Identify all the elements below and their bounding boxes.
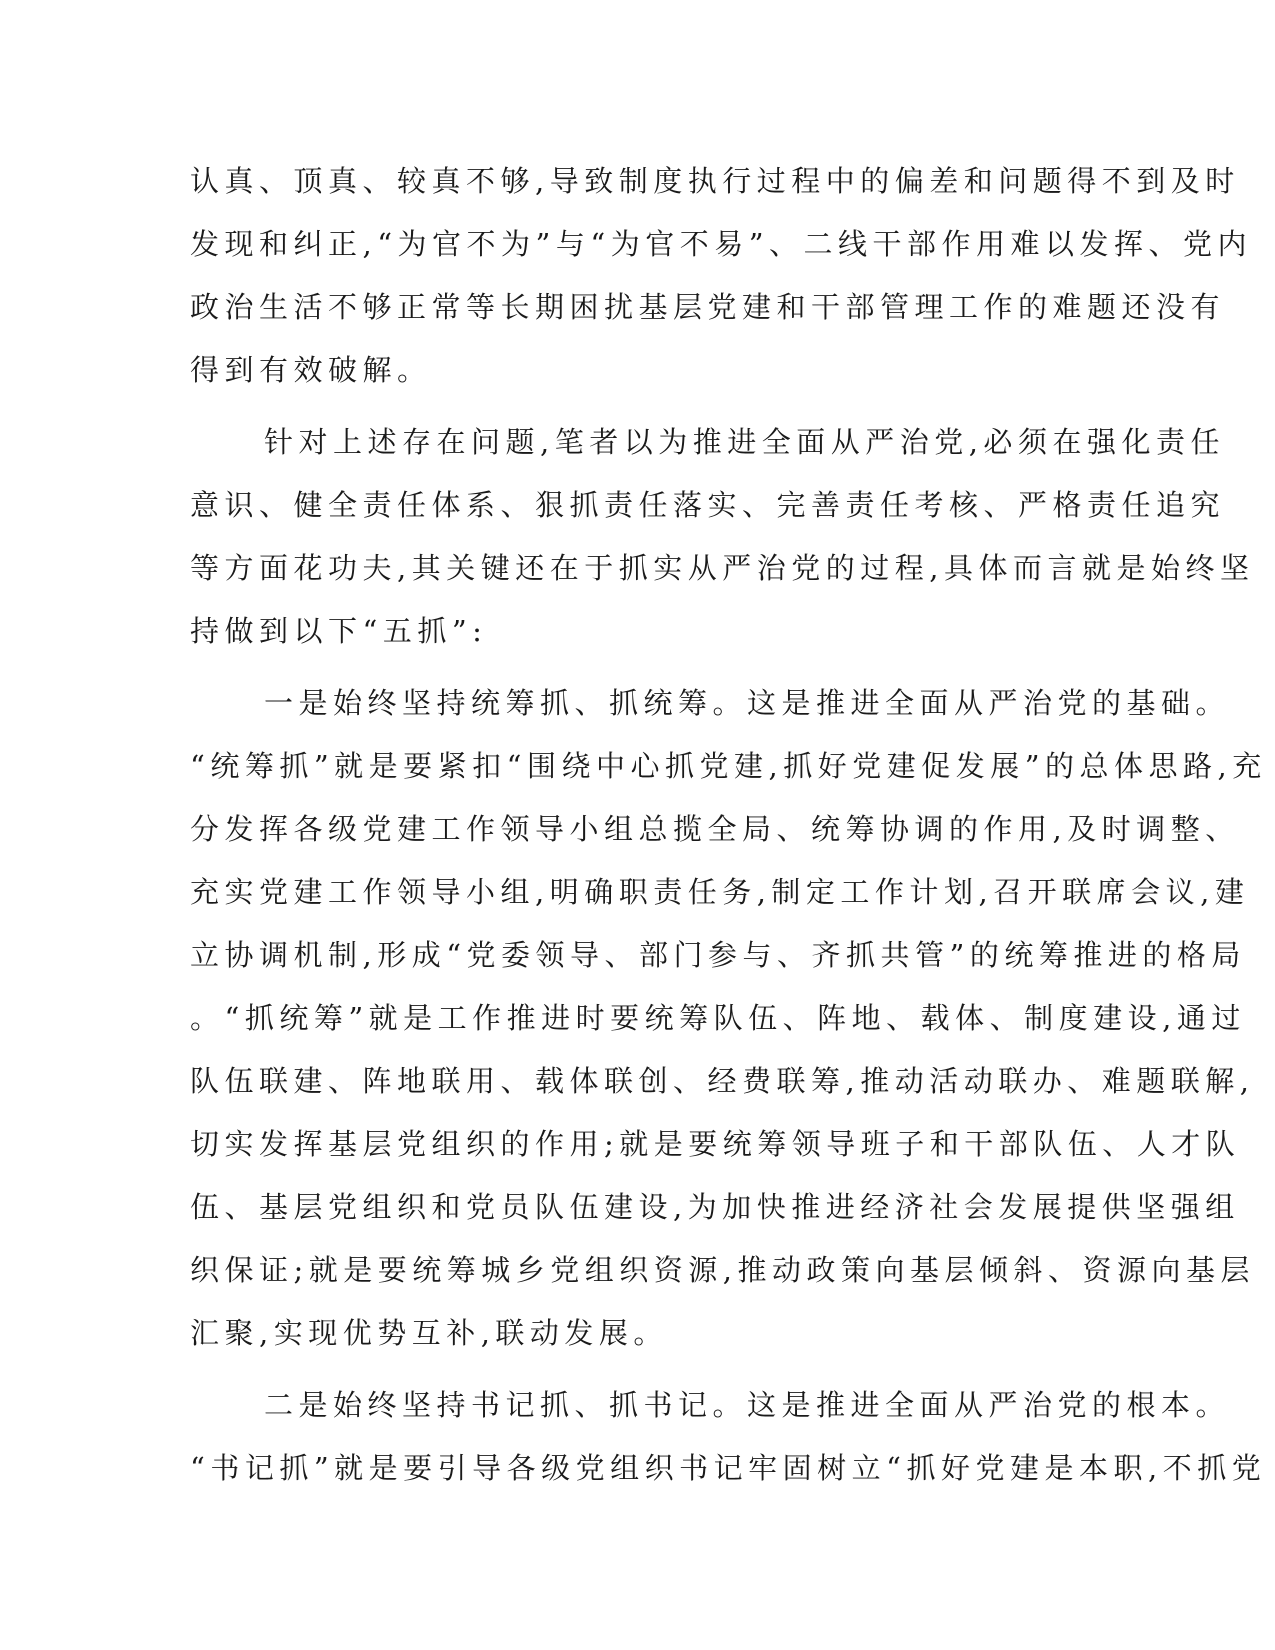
- text-line: 切实发挥基层党组织的作用;就是要统筹领导班子和干部队伍、人才队: [190, 1127, 1241, 1161]
- text-line: 立协调机制,形成“党委领导、部门参与、齐抓共管”的统筹推进的格局: [190, 938, 1246, 972]
- text-line: 汇聚,实现优势互补,联动发展。: [190, 1316, 668, 1350]
- text-line: 政治生活不够正常等长期困扰基层党建和干部管理工作的难题还没有: [190, 290, 1226, 324]
- text-line: “统筹抓”就是要紧扣“围绕中心抓党建,抓好党建促发展”的总体思路,充: [190, 749, 1267, 783]
- text-line: 发现和纠正,“为官不为”与“为官不易”、二线干部作用难以发挥、党内: [190, 227, 1253, 261]
- text-line: 认真、顶真、较真不够,导致制度执行过程中的偏差和问题得不到及时: [190, 164, 1240, 198]
- text-line: 等方面花功夫,其关键还在于抓实从严治党的过程,具体而言就是始终坚: [190, 551, 1255, 585]
- text-line: 针对上述存在问题,笔者以为推进全面从严治党,必须在强化责任: [264, 425, 1225, 459]
- text-line: 得到有效破解。: [190, 353, 432, 387]
- text-line: 伍、基层党组织和党员队伍建设,为加快推进经济社会发展提供坚强组: [190, 1190, 1240, 1224]
- text-line: 持做到以下“五抓”:: [190, 614, 488, 648]
- text-line: “书记抓”就是要引导各级党组织书记牢固树立“抓好党建是本职,不抓党: [190, 1451, 1267, 1485]
- text-line: 。“抓统筹”就是工作推进时要统筹队伍、阵地、载体、制度建设,通过: [190, 1001, 1246, 1035]
- text-line: 意识、健全责任体系、狠抓责任落实、完善责任考核、严格责任追究: [190, 488, 1226, 522]
- text-line: 分发挥各级党建工作领导小组总揽全局、统筹协调的作用,及时调整、: [190, 812, 1240, 846]
- text-line: 二是始终坚持书记抓、抓书记。这是推进全面从严治党的根本。: [264, 1388, 1231, 1422]
- text-line: 一是始终坚持统筹抓、抓统筹。这是推进全面从严治党的基础。: [264, 686, 1231, 720]
- text-line: 织保证;就是要统筹城乡党组织资源,推动政策向基层倾斜、资源向基层: [190, 1253, 1255, 1287]
- text-line: 队伍联建、阵地联用、载体联创、经费联筹,推动活动联办、难题联解,: [190, 1064, 1255, 1098]
- text-line: 充实党建工作领导小组,明确职责任务,制定工作计划,召开联席会议,建: [190, 875, 1250, 909]
